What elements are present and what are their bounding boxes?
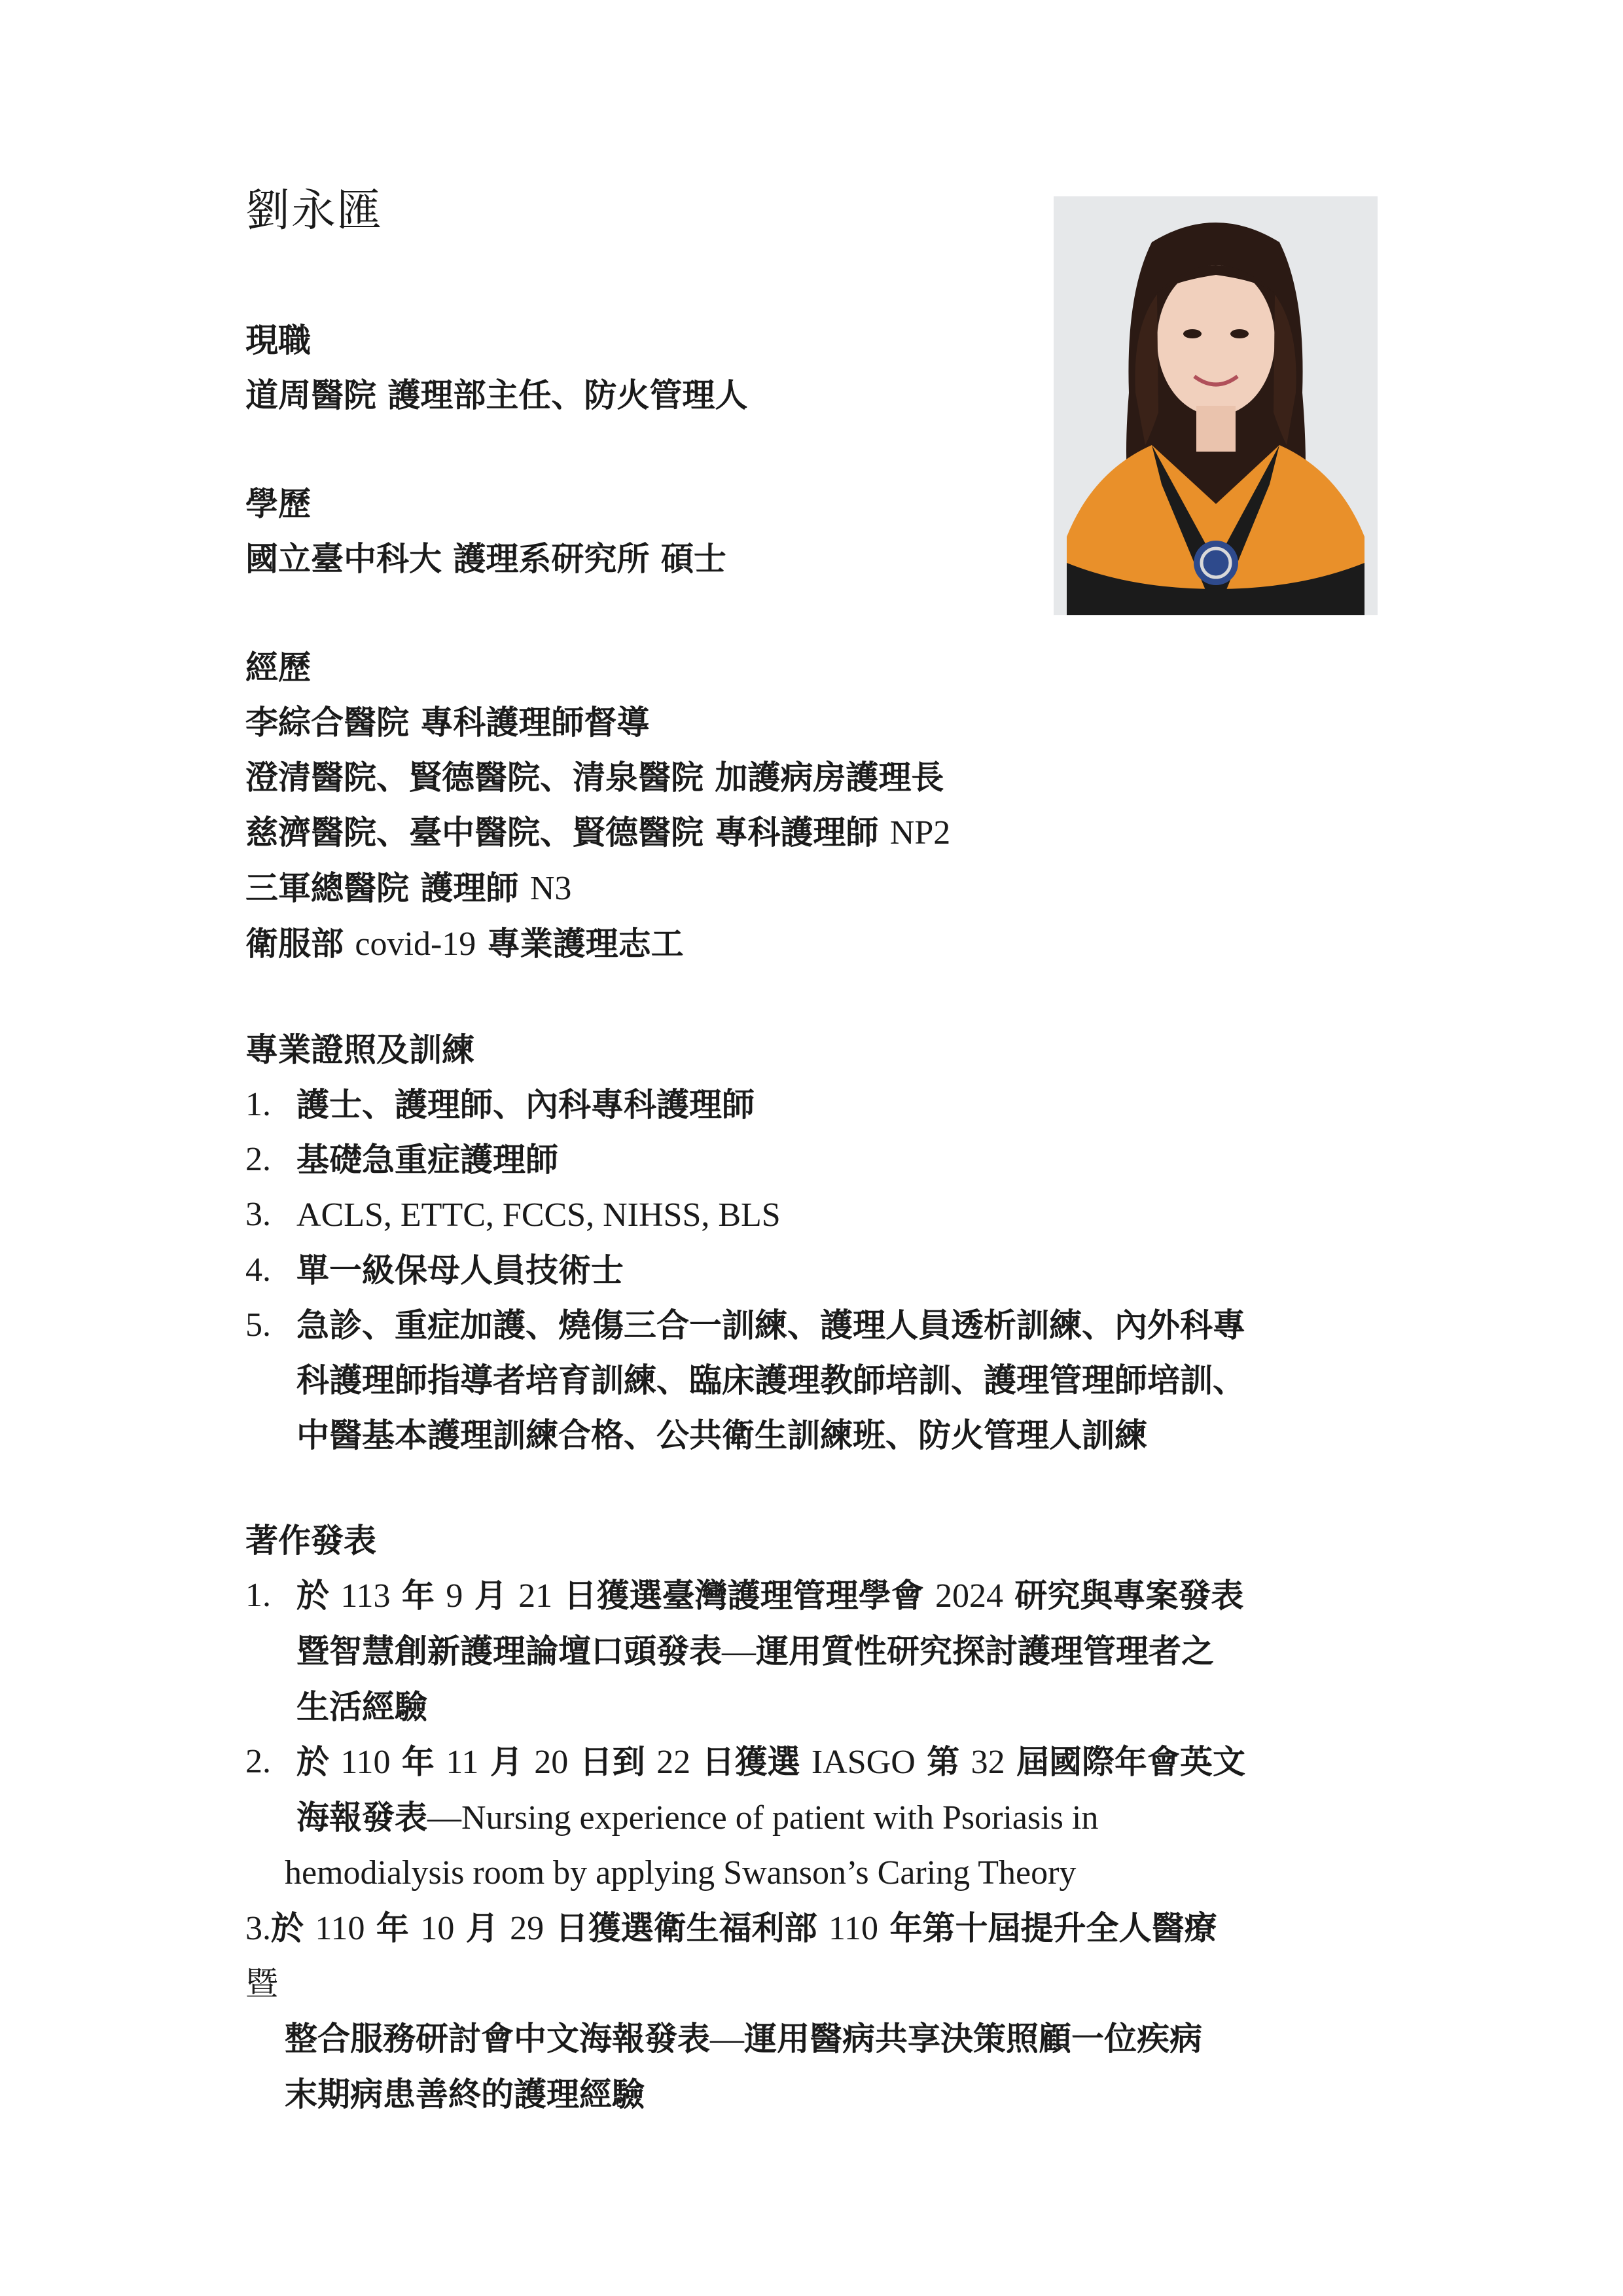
license-item: 1. 護士、護理師、內科專科護理師	[245, 1086, 755, 1124]
experience-line-2: 澄清醫院、賢德醫院、清泉醫院 加護病房護理長	[245, 759, 944, 797]
portrait-photo	[1054, 196, 1378, 615]
current-position-section	[245, 313, 747, 423]
current-position-line: 道周醫院 護理部主任、防火管理人	[245, 376, 748, 414]
current-position-title: 現職	[245, 321, 311, 359]
experience-title: 經歷	[245, 649, 311, 687]
experience-line-4: 三軍總醫院 護理師 N3	[245, 869, 572, 907]
publication-item: 1. 於 113 年 9 月 21 日獲選臺灣護理管理學會 2024 研究與專案發表 暨智慧創新護理論壇口頭發表—運用質性研究探討護理管理者之 生活經驗	[245, 1577, 1244, 1726]
licenses-section	[245, 1022, 1384, 1463]
license-item: 2. 基礎急重症護理師	[245, 1141, 558, 1179]
license-item: 4. 單一級保母人員技術士	[245, 1251, 624, 1289]
person-name: 劉永匯	[245, 185, 383, 237]
experience-line-5: 衛服部 covid-19 專業護理志工	[245, 925, 684, 963]
education-section	[245, 476, 726, 586]
publication-item: 2. 於 110 年 11 月 20 日到 22 日獲選 IASGO 第 32 屆國際年會英文 海報發表—Nursing experience of patient with Psoriasis in hemodialysis room by applying Swanson’s Caring Theory	[245, 1743, 1246, 1892]
education-line: 國立臺中科大 護理系研究所 碩士	[245, 540, 726, 578]
publication-item: 3.於 110 年 10 月 29 日獲選衛生福利部 110 年第十屆提升全人醫療 暨 整合服務研討會中文海報發表—運用醫病共享決策照顧一位疾病 末期病患善終的護理經驗	[245, 1909, 1217, 2113]
license-item: 3. ACLS, ETTC, FCCS, NIHSS, BLS	[245, 1196, 781, 1234]
experience-line-3: 慈濟醫院、臺中醫院、賢德醫院 專科護理師 NP2	[245, 814, 951, 852]
publications-title: 著作發表	[245, 1522, 376, 1560]
licenses-title: 專業證照及訓練	[245, 1031, 474, 1069]
publications-section	[245, 1513, 1397, 2122]
license-item: 5. 急診、重症加護、燒傷三合一訓練、護理人員透析訓練、內外科專 科護理師指導者培育訓練、臨床護理教師培訓、護理管理師培訓、 中醫基本護理訓練合格、公共衛生訓練班、防火管理人訓練	[245, 1306, 1245, 1454]
experience-section	[245, 640, 950, 972]
experience-line-1: 李綜合醫院 專科護理師督導	[245, 704, 650, 742]
education-title: 學歷	[245, 485, 311, 523]
